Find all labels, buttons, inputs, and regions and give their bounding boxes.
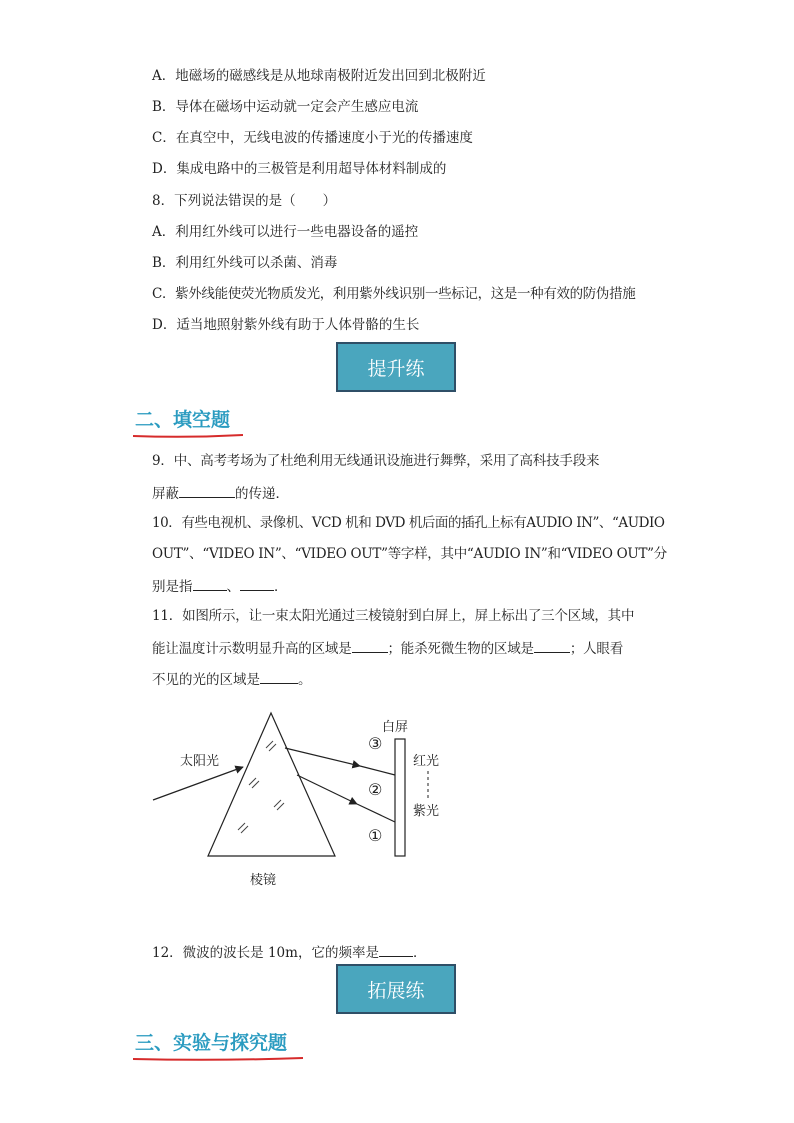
q11-text-c: ；人眼看 <box>569 641 624 657</box>
q9-blank[interactable] <box>179 483 235 498</box>
q11-text-a: 能让温度计示数明显升高的区域是 <box>152 641 352 657</box>
q9-text-b: 的传递． <box>235 486 289 502</box>
section-heading-fill-blank <box>135 405 230 432</box>
q7-option-a: A．地磁场的磁感线是从地球南极附近发出回到北极附近 <box>152 68 486 84</box>
banner-tuozhan: 拓展练 <box>336 964 456 1014</box>
violet-ray <box>357 804 395 822</box>
q10-line2: OUT”、“VIDEO IN”、“VIDEO OUT”等字样，其中“AUDIO IN”和“VIDEO OUT”分 <box>152 546 667 562</box>
q11-blank-1[interactable] <box>352 638 388 653</box>
q10-blank-1[interactable] <box>193 576 227 591</box>
q10-text-b: 、 <box>226 579 240 595</box>
prism-hatch <box>238 741 284 833</box>
region-3-label: ③ <box>368 734 383 753</box>
white-screen <box>395 739 405 856</box>
region-2-label: ② <box>368 780 383 799</box>
red-light-label: 红光 <box>413 754 440 769</box>
q8-stem: 8．下列说法错误的是（ ） <box>152 193 337 209</box>
q11-line3 <box>152 669 312 689</box>
q12-text-b: ． <box>412 945 427 961</box>
heading-underline-3 <box>133 1057 303 1061</box>
q8-option-c: C．紫外线能使荧光物质发光，利用紫外线识别一些标记，这是一种有效的防伪措施 <box>152 286 636 302</box>
q12-text-a: 12．微波的波长是 10m，它的频率是 <box>152 945 379 961</box>
q7-option-d: D．集成电路中的三极管是利用超导体材料制成的 <box>152 161 447 177</box>
section-heading-experiment <box>135 1028 287 1055</box>
violet-light-label: 紫光 <box>413 804 440 819</box>
q11-text-e: 。 <box>298 672 312 688</box>
q11-line1: 11．如图所示，让一束太阳光通过三棱镜射到白屏上，屏上标出了三个区域，其中 <box>152 608 635 624</box>
red-ray <box>360 766 395 775</box>
q10-text-c: ． <box>274 579 288 595</box>
section-heading-text-3: 三、实验与探究题 <box>135 1032 288 1054</box>
section-heading-text: 二、填空题 <box>135 409 231 431</box>
q9-line1: 9．中、高考考场为了杜绝利用无线通讯设施进行舞弊，采用了高科技手段来 <box>152 453 600 469</box>
heading-underline <box>133 434 243 438</box>
violet-ray-arrow <box>297 775 357 804</box>
q11-text-d: 不见的光的区域是 <box>152 672 260 688</box>
region-1-label: ① <box>368 826 383 845</box>
red-ray-arrow <box>285 748 360 766</box>
q10-blank-2[interactable] <box>240 576 274 591</box>
q7-option-b: B．导体在磁场中运动就一定会产生感应电流 <box>152 99 419 115</box>
q10-line1: 10．有些电视机、录像机、VCD 机和 DVD 机后面的插孔上标有AUDIO IN”、“AUDIO <box>152 515 665 531</box>
q12-blank[interactable] <box>379 942 413 957</box>
sunlight-ray <box>153 767 243 800</box>
q11-blank-2[interactable] <box>534 638 570 653</box>
q11-line2 <box>152 638 623 658</box>
sunlight-label: 太阳光 <box>180 754 220 769</box>
q7-option-c: C．在真空中，无线电波的传播速度小于光的传播速度 <box>152 130 473 146</box>
q11-blank-3[interactable] <box>260 669 298 684</box>
prism-diagram <box>145 705 465 895</box>
q9-line2 <box>152 483 289 503</box>
q9-text-a: 屏蔽 <box>152 486 179 502</box>
q12-line <box>152 942 426 962</box>
prism-label: 棱镜 <box>250 873 277 888</box>
q10-line3 <box>152 576 288 596</box>
q11-text-b: ；能杀死微生物的区域是 <box>387 641 534 657</box>
q8-option-a: A．利用红外线可以进行一些电器设备的遥控 <box>152 224 419 240</box>
q8-option-b: B．利用红外线可以杀菌、消毒 <box>152 255 338 271</box>
q8-option-d: D．适当地照射紫外线有助于人体骨骼的生长 <box>152 317 420 333</box>
q10-text-a: 别是指 <box>152 579 193 595</box>
banner-tisheng: 提升练 <box>336 342 456 392</box>
screen-label: 白屏 <box>382 720 409 735</box>
